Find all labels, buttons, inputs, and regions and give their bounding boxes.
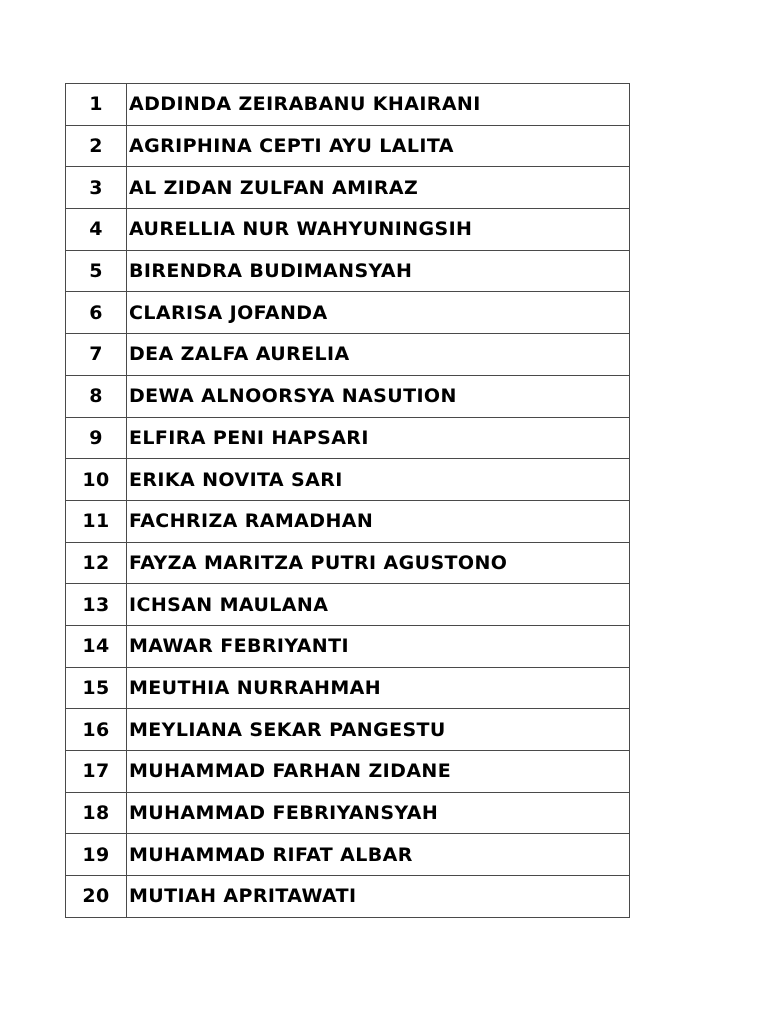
student-name: AGRIPHINA CEPTI AYU LALITA: [127, 125, 630, 167]
row-number: 5: [66, 250, 127, 292]
table-row: [66, 209, 630, 251]
table-row: [66, 459, 630, 501]
student-name: ELFIRA PENI HAPSARI: [127, 417, 630, 459]
row-number: 1: [66, 84, 127, 126]
student-name: MUHAMMAD RIFAT ALBAR: [127, 834, 630, 876]
student-name: DEA ZALFA AURELIA: [127, 334, 630, 376]
row-number: 16: [66, 709, 127, 751]
table-row: [66, 375, 630, 417]
table-row: [66, 751, 630, 793]
row-number: 12: [66, 542, 127, 584]
student-name-table-body: [66, 84, 630, 918]
student-name: BIRENDRA BUDIMANSYAH: [127, 250, 630, 292]
table-row: [66, 167, 630, 209]
row-number: 4: [66, 209, 127, 251]
table-row: [66, 667, 630, 709]
table-row: [66, 834, 630, 876]
row-number: 11: [66, 500, 127, 542]
table-row: [66, 625, 630, 667]
row-number: 14: [66, 625, 127, 667]
table-row: [66, 292, 630, 334]
row-number: 15: [66, 667, 127, 709]
row-number: 10: [66, 459, 127, 501]
row-number: 17: [66, 751, 127, 793]
student-name: DEWA ALNOORSYA NASUTION: [127, 375, 630, 417]
student-name: MAWAR FEBRIYANTI: [127, 625, 630, 667]
student-name: MUTIAH APRITAWATI: [127, 876, 630, 918]
table-row: [66, 125, 630, 167]
student-name: ERIKA NOVITA SARI: [127, 459, 630, 501]
row-number: 2: [66, 125, 127, 167]
student-name: ADDINDA ZEIRABANU KHAIRANI: [127, 84, 630, 126]
student-name: MUHAMMAD FARHAN ZIDANE: [127, 751, 630, 793]
row-number: 19: [66, 834, 127, 876]
table-row: [66, 792, 630, 834]
table-row: [66, 584, 630, 626]
row-number: 8: [66, 375, 127, 417]
student-name: MEUTHIA NURRAHMAH: [127, 667, 630, 709]
table-row: [66, 250, 630, 292]
row-number: 13: [66, 584, 127, 626]
row-number: 20: [66, 876, 127, 918]
table-row: [66, 876, 630, 918]
student-name: AURELLIA NUR WAHYUNINGSIH: [127, 209, 630, 251]
student-name: CLARISA JOFANDA: [127, 292, 630, 334]
table-row: [66, 709, 630, 751]
row-number: 18: [66, 792, 127, 834]
student-name: MEYLIANA SEKAR PANGESTU: [127, 709, 630, 751]
student-name: FAYZA MARITZA PUTRI AGUSTONO: [127, 542, 630, 584]
student-name: FACHRIZA RAMADHAN: [127, 500, 630, 542]
table-row: [66, 417, 630, 459]
student-name-table: [65, 83, 630, 918]
row-number: 7: [66, 334, 127, 376]
row-number: 9: [66, 417, 127, 459]
table-row: [66, 500, 630, 542]
student-name: AL ZIDAN ZULFAN AMIRAZ: [127, 167, 630, 209]
row-number: 6: [66, 292, 127, 334]
student-name: ICHSAN MAULANA: [127, 584, 630, 626]
student-name: MUHAMMAD FEBRIYANSYAH: [127, 792, 630, 834]
table-row: [66, 334, 630, 376]
row-number: 3: [66, 167, 127, 209]
table-row: [66, 542, 630, 584]
table-row: [66, 84, 630, 126]
